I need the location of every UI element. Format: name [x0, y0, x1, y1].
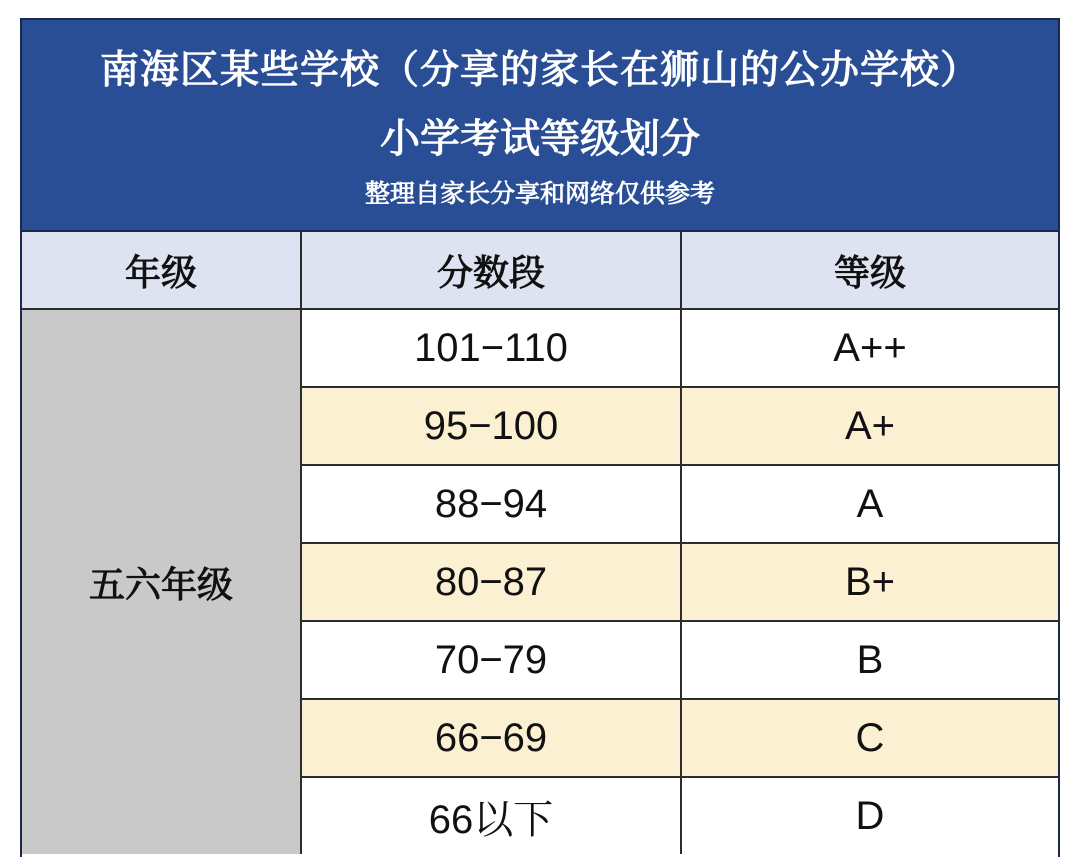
page-subtitle: 小学考试等级划分 [380, 116, 700, 162]
grade-table-card [20, 18, 1060, 857]
column-header-score-range: 分数段 [301, 232, 681, 309]
column-header-level: 等级 [681, 232, 1058, 309]
grade-table [22, 232, 1058, 854]
title-banner [22, 20, 1058, 232]
column-header-grade: 年级 [22, 232, 301, 309]
score-range-cell: 95−100 [301, 387, 681, 465]
level-cell: A [681, 465, 1058, 543]
level-cell: B+ [681, 543, 1058, 621]
score-range-cell: 101−110 [301, 309, 681, 387]
table-row [22, 309, 1058, 387]
level-cell: A+ [681, 387, 1058, 465]
score-range-cell: 66−69 [301, 699, 681, 777]
page-title: 南海区某些学校（分享的家长在狮山的公办学校） [99, 48, 980, 93]
source-note: 整理自家长分享和网络仅供参考 [364, 179, 715, 208]
grade-cell: 五六年级 [22, 309, 301, 854]
score-range-cell: 66以下 [301, 777, 681, 854]
score-range-cell: 80−87 [301, 543, 681, 621]
level-cell: D [681, 777, 1058, 854]
level-cell: C [681, 699, 1058, 777]
score-range-cell: 70−79 [301, 621, 681, 699]
table-header-row [22, 232, 1058, 309]
score-range-cell: 88−94 [301, 465, 681, 543]
level-cell: A++ [681, 309, 1058, 387]
level-cell: B [681, 621, 1058, 699]
